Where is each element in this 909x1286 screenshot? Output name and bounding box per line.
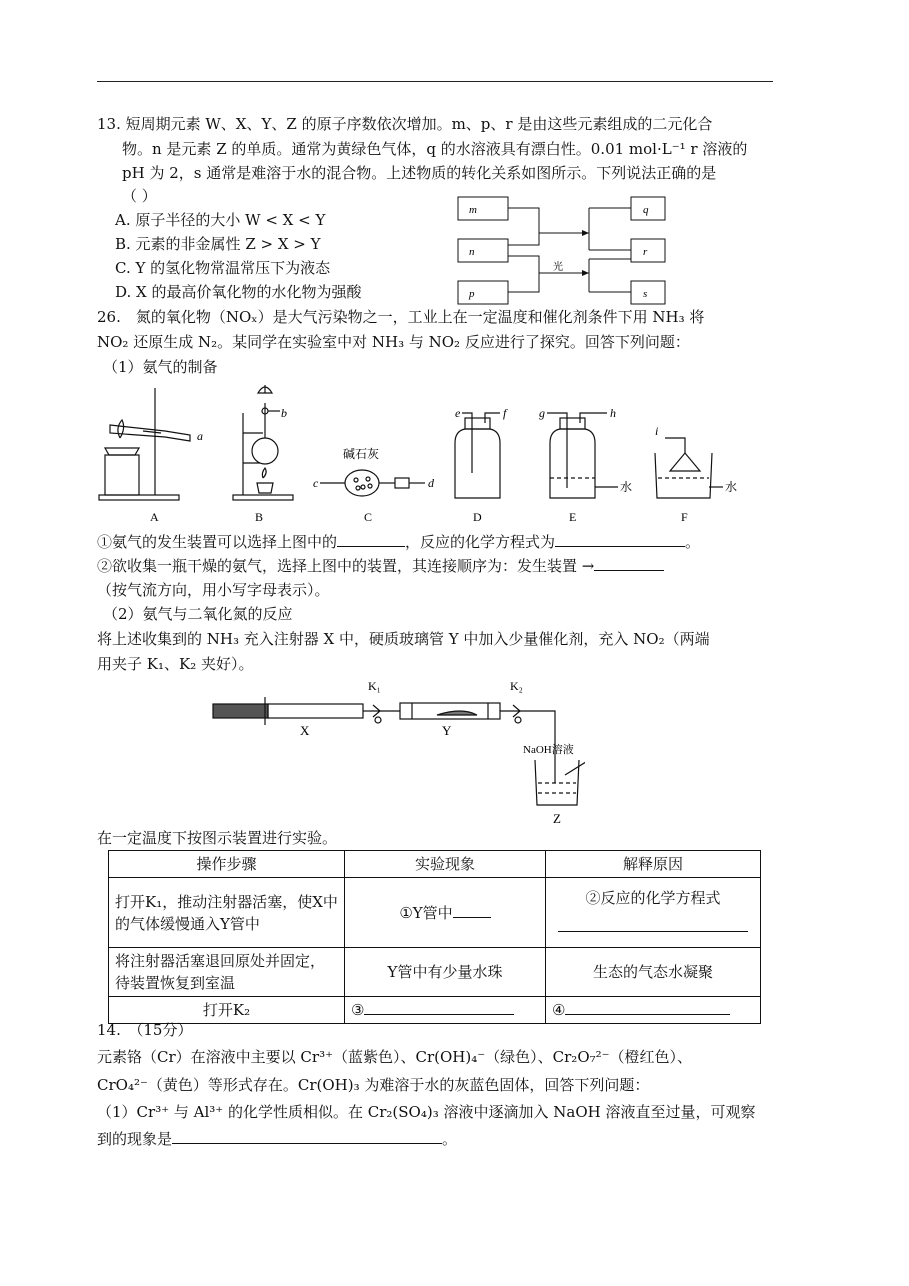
row1-reason-text: ②反应的化学方程式 — [585, 889, 721, 907]
label-C: C — [364, 510, 373, 524]
q26-q2-note: （按气流方向，用小写字母表示）。 — [97, 581, 330, 599]
ammonia-apparatus-figure — [95, 383, 755, 528]
row2-reason: 生态的气态水凝聚 — [546, 948, 761, 997]
node-q: q — [643, 204, 649, 216]
q13-option-a: A. 原子半径的大小 W < X < Y — [115, 211, 326, 229]
label-Z: Z — [553, 811, 561, 826]
q1-equation-blank[interactable] — [555, 532, 685, 547]
node-r: r — [643, 246, 648, 258]
q26-line2: NO₂ 还原生成 N₂。某同学在实验室中对 NH₃ 与 NO₂ 反应进行了探究。回答下列问题： — [97, 333, 690, 351]
q1-text-a: ①氨气的发生装置可以选择上图中的 — [97, 533, 338, 551]
label-A: A — [150, 510, 159, 524]
row1-reason-blank[interactable] — [558, 917, 748, 932]
row1-reason — [546, 878, 761, 948]
q26-p2-line1: 将上述收集到的 NH₃ 充入注射器 X 中，硬质玻璃管 Y 中加入少量催化剂，充入 NO₂（两端 — [97, 630, 710, 648]
q13-line3: pH 为 2，s 通常是难溶于水的混合物。上述物质的转化关系如图所示。下列说法正确的是 — [122, 164, 717, 182]
label-Y: Y — [442, 723, 452, 738]
q13-answer-bracket: （ ） — [122, 187, 157, 205]
light-label: 光 — [553, 262, 563, 273]
experiment-table — [108, 850, 761, 1024]
port-c: c — [313, 476, 319, 490]
label-K1: K₁ — [368, 679, 381, 693]
header-reason: 解释原因 — [546, 851, 761, 878]
q14-line3: CrO₄²⁻（黄色）等形式存在。Cr(OH)₃ 为难溶于水的灰蓝色固体，回答下列问题： — [97, 1076, 650, 1094]
q14-line1: 14. （15分） — [97, 1021, 193, 1039]
q13-option-b: B. 元素的非金属性 Z > X > Y — [115, 235, 321, 253]
label-E: E — [569, 510, 577, 524]
q26-part2-title: （2）氨气与二氧化氮的反应 — [103, 605, 293, 623]
port-b: b — [281, 406, 287, 420]
port-a: a — [197, 429, 203, 443]
row2-step: 将注射器活塞退回原处并固定，待装置恢复到室温 — [109, 948, 345, 997]
label-K2: K₂ — [510, 679, 523, 693]
label-naoh: NaOH溶液 — [523, 744, 574, 756]
label-D: D — [473, 510, 482, 524]
q2-order-blank[interactable] — [594, 556, 664, 571]
q1-text-c: 。 — [685, 533, 701, 551]
header-phenomenon: 实验现象 — [345, 851, 546, 878]
q26-p2-line2: 用夹子 K₁、K₂ 夹好）。 — [97, 655, 254, 673]
row1-step: 打开K₁，推动注射器活塞，使X中的气体缓慢通入Y管中 — [109, 878, 345, 948]
port-g: g — [539, 406, 545, 420]
table-intro: 在一定温度下按图示装置进行实验。 — [97, 829, 338, 847]
port-d: d — [428, 476, 434, 490]
header-rule — [97, 81, 773, 82]
row2-phenomenon: Y管中有少量水珠 — [345, 948, 546, 997]
reaction-setup-figure — [205, 675, 585, 827]
port-i: i — [655, 424, 659, 438]
label-B: B — [255, 510, 264, 524]
q13-option-c: C. Y 的氢化物常温常压下为液态 — [115, 259, 331, 277]
water-label-f: 水 — [725, 480, 738, 494]
q13-transformation-diagram — [455, 193, 675, 308]
q14-answer-blank[interactable] — [172, 1129, 442, 1144]
q1-text-b: ，反应的化学方程式为 — [405, 533, 556, 551]
q26-line1: 26. 氮的氧化物（NOₓ）是大气污染物之一，工业上在一定温度和催化剂条件下用 NH₃ 将 — [97, 308, 705, 326]
q26-part1-title: （1）氨气的制备 — [103, 358, 218, 376]
label-F: F — [681, 510, 688, 524]
q13-option-d: D. X 的最高价氧化物的水化物为强酸 — [115, 283, 362, 301]
node-s: s — [643, 288, 648, 300]
q14-line5 — [97, 1127, 457, 1151]
table-row — [109, 997, 761, 1024]
table-row — [109, 878, 761, 948]
table-row — [109, 948, 761, 997]
node-p: p — [469, 288, 475, 300]
node-m: m — [469, 204, 477, 216]
q14-line4: （1）Cr³⁺ 与 Al³⁺ 的化学性质相似。在 Cr₂(SO₄)₃ 溶液中逐滴加入 NaOH 溶液直至过量，可观察 — [97, 1103, 756, 1121]
row1-phenomenon — [345, 878, 546, 948]
q13-line1: 13. 短周期元素 W、X、Y、Z 的原子序数依次增加。m、p、r 是由这些元素组成的二元化合 — [97, 115, 713, 133]
row3-phen-blank[interactable] — [364, 1000, 514, 1015]
water-label-e: 水 — [620, 480, 633, 494]
row1-phen-blank[interactable] — [453, 903, 491, 918]
q13-line2: 物。n 是元素 Z 的单质。通常为黄绿色气体，q 的水溶液具有漂白性。0.01 mol·L⁻¹ r 溶液的 — [122, 140, 748, 158]
q2-text-a: ②欲收集一瓶干燥的氨气，选择上图中的装置，其连接顺序为：发生装置 → — [97, 557, 595, 575]
row3-reason-text: ④ — [552, 1001, 566, 1019]
port-e: e — [455, 406, 461, 420]
q14-line2: 元素铬（Cr）在溶液中主要以 Cr³⁺（蓝紫色）、Cr(OH)₄⁻（绿色）、Cr₂O₇²⁻（橙红色）、 — [97, 1048, 693, 1066]
node-n: n — [469, 246, 475, 258]
table-header-row — [109, 851, 761, 878]
header-step: 操作步骤 — [109, 851, 345, 878]
row3-reason — [546, 997, 761, 1024]
row3-phenomenon — [345, 997, 546, 1024]
port-h: h — [610, 406, 616, 420]
row1-phen-text: ①Y管中 — [399, 903, 453, 922]
row3-phen-text: ③ — [351, 1001, 365, 1019]
q14-end: 。 — [442, 1130, 458, 1148]
row3-step: 打开K₂ — [109, 997, 345, 1024]
label-X: X — [300, 723, 310, 738]
q14-line5-text: 到的现象是 — [97, 1130, 173, 1148]
q26-q2 — [97, 554, 664, 578]
soda-lime-label: 碱石灰 — [343, 447, 380, 461]
q1-device-blank[interactable] — [337, 532, 405, 547]
q26-q1 — [97, 530, 700, 554]
port-f: f — [503, 406, 507, 420]
row3-reason-blank[interactable] — [565, 1000, 730, 1015]
